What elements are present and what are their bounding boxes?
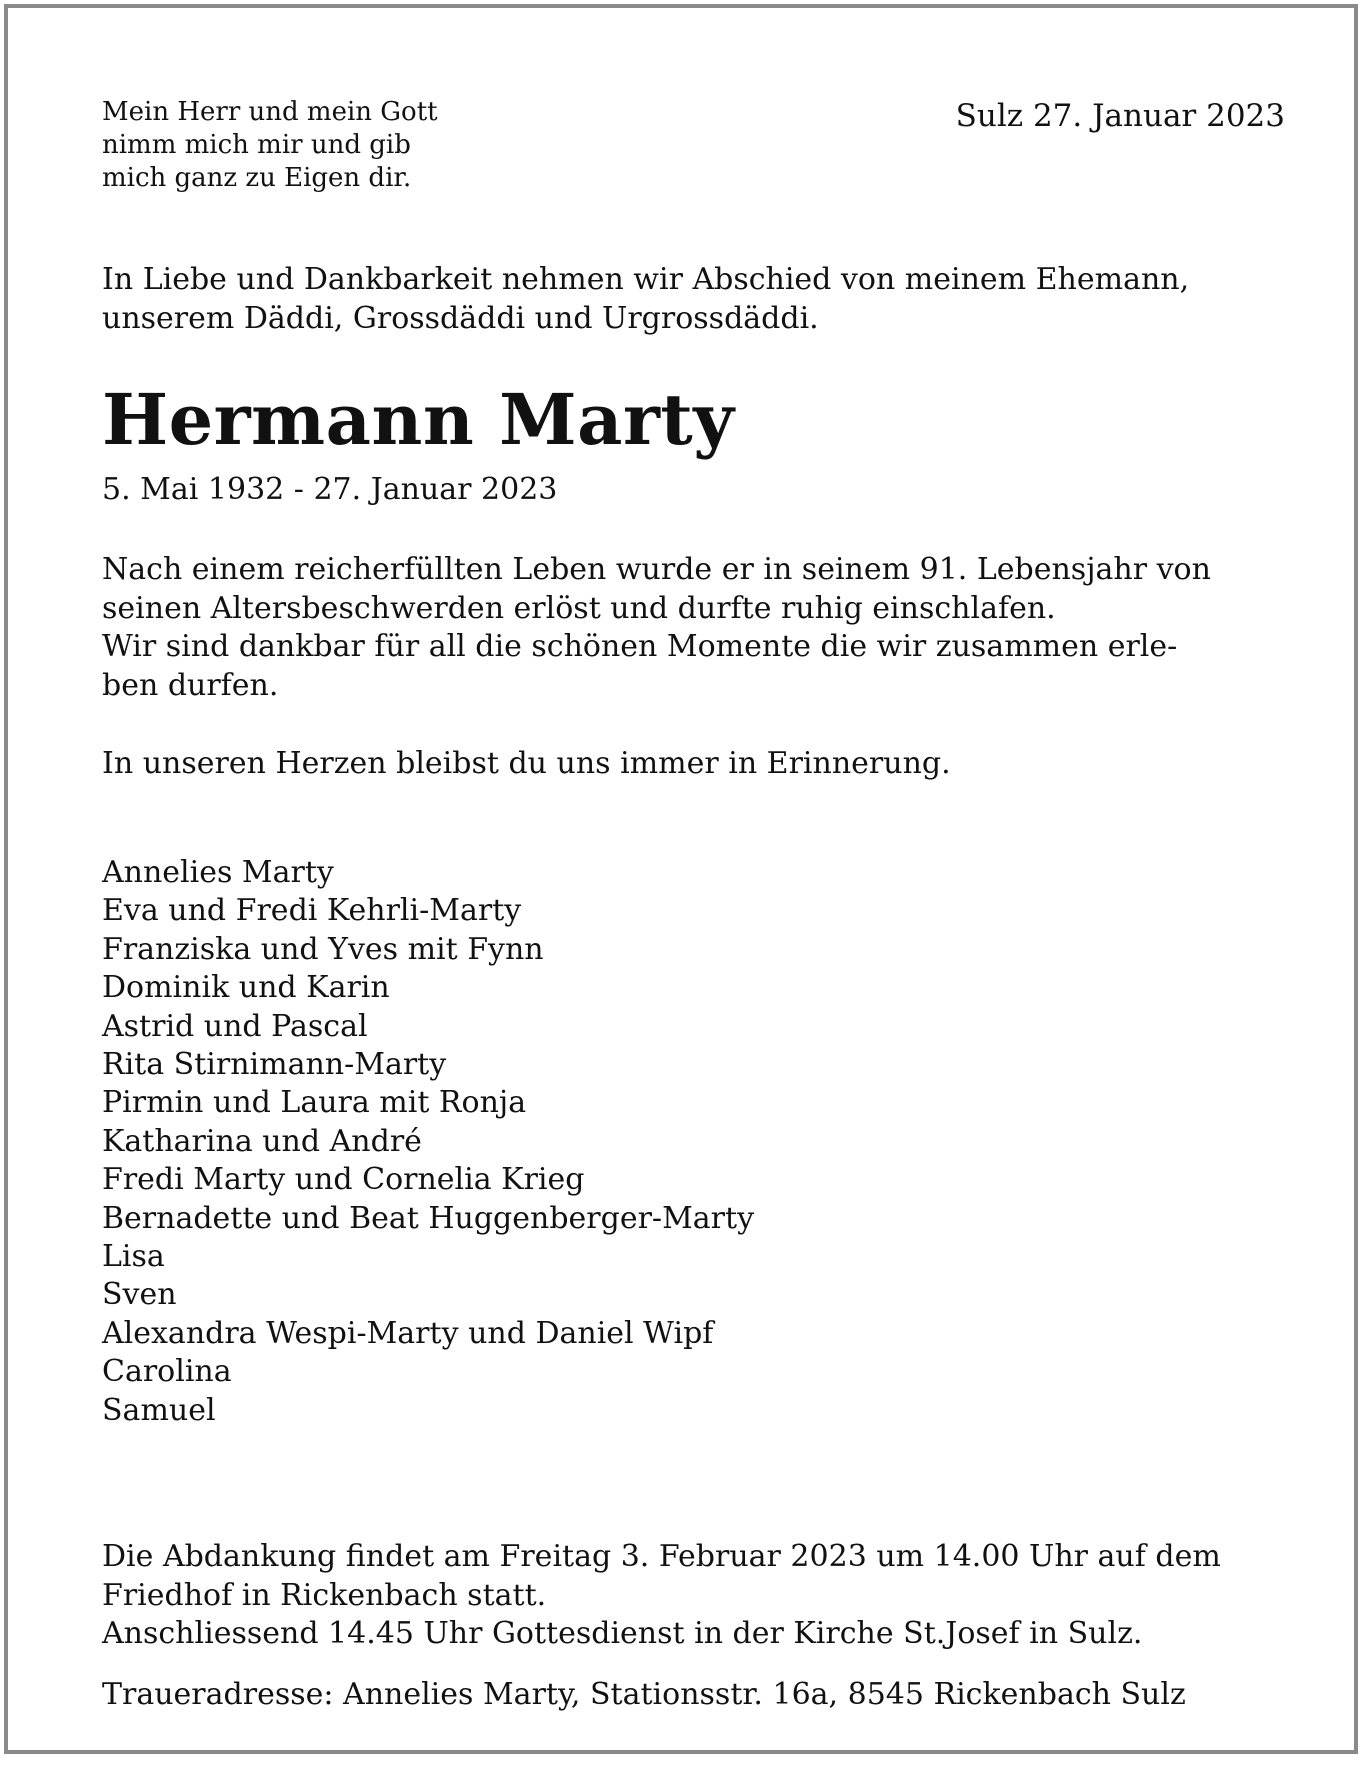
mourner-item: Carolina — [102, 1354, 232, 1390]
mourner-item: Pirmin und Laura mit Ronja — [102, 1085, 527, 1121]
mourner-item: Fredi Marty und Cornelia Krieg — [102, 1162, 585, 1198]
intro-text: In Liebe und Dankbarkeit nehmen wir Abschied von meinem Ehemann, unserem Däddi, Grossdäddi und Urgrossdäddi. — [102, 262, 1190, 336]
mourner-item: Alexandra Wespi-Marty und Daniel Wipf — [102, 1315, 714, 1351]
lifespan-dates: 5. Mai 1932 - 27. Januar 2023 — [102, 472, 558, 507]
mourner-item: Astrid und Pascal — [102, 1008, 368, 1044]
mourner-item: Katharina und André — [102, 1123, 422, 1159]
mourner-item: Dominik und Karin — [102, 970, 390, 1006]
place-date: Sulz 27. Januar 2023 — [955, 98, 1285, 134]
mourner-item: Rita Stirnimann-Marty — [102, 1047, 447, 1083]
memory-line: In unseren Herzen bleibst du uns immer in Erinnerung. — [102, 746, 951, 781]
mourning-address: Traueradresse: Annelies Marty, Stationsstr. 16a, 8545 Rickenbach Sulz — [102, 1677, 1186, 1712]
mourner-item: Franziska und Yves mit Fynn — [102, 931, 544, 967]
mourner-item: Eva und Fredi Kehrli-Marty — [102, 893, 522, 929]
tribute-text: Nach einem reicherfüllten Leben wurde er in seinem 91. Lebensjahr von seinen Altersbeschwerden erlöst und durfte ruhig einschlafen. Wir sind dankbar für all die schönen Momente die wir zusammen erle- ben durfen. — [102, 552, 1211, 703]
motto-verse: Mein Herr und mein Gott nimm mich mir und gib mich ganz zu Eigen dir. — [102, 97, 438, 193]
deceased-name: Hermann Marty — [102, 378, 735, 461]
ceremony-info: Die Abdankung findet am Freitag 3. Februar 2023 um 14.00 Uhr auf dem Friedhof in Rickenbach statt. Anschliessend 14.45 Uhr Gottesdienst in der Kirche St.Josef in Sulz. — [102, 1539, 1221, 1651]
mourner-item: Samuel — [102, 1392, 216, 1428]
mourner-item: Bernadette und Beat Huggenberger-Marty — [102, 1200, 755, 1236]
mourner-item: Annelies Marty — [102, 855, 334, 890]
mourners-list — [102, 854, 754, 1430]
mourner-item: Lisa — [102, 1239, 165, 1275]
obituary-frame — [4, 4, 1358, 1754]
mourner-item: Sven — [102, 1277, 177, 1313]
